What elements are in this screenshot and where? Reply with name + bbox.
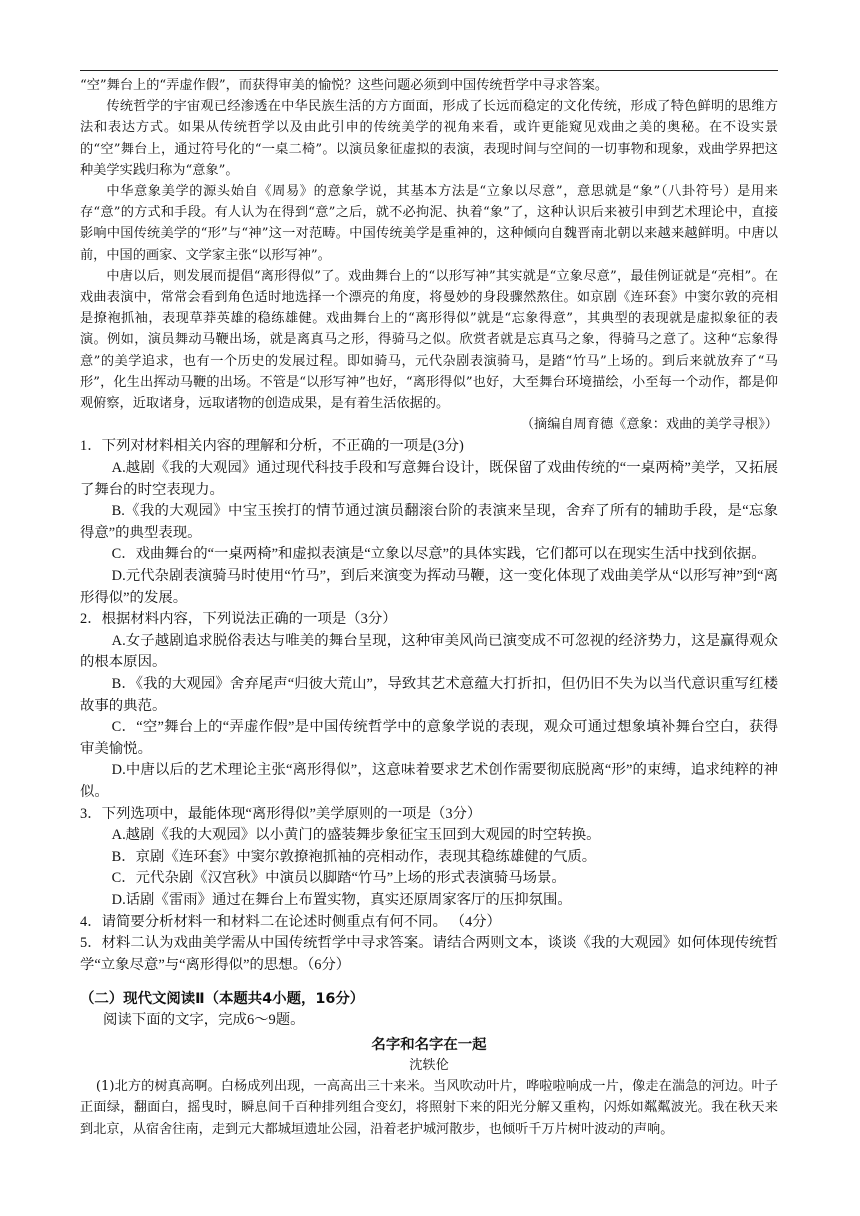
question-2-option-c: C．“空”舞台上的“弄虚作假”是中国传统哲学中的意象学说的表现，观众可通过想象填补舞台空白，获得审美愉悦。 — [80, 719, 778, 757]
question-4: 4．请简要分析材料一和材料二在论述时侧重点有何不同。 （4分） — [80, 913, 501, 930]
question-1-option-c: C．戏曲舞台的“一桌两椅”和虚拟表演是“立象以尽意”的具体实践，它们都可以在现实生活中找到依据。 — [111, 546, 766, 563]
question-1-option-b: B.《我的大观园》中宝玉挨打的情节通过演员翻滚台阶的表演来呈现，舍弃了所有的辅助手段，是“忘象得意”的典型表现。 — [80, 503, 778, 541]
question-1-option-d: D.元代杂剧表演骑马时使用“竹马”，到后来演变为挥动马鞭，这一变化体现了戏曲美学从“以形写神”到“离形得似”的发展。 — [80, 568, 778, 606]
question-2-stem: 2．根据材料内容，下列说法正确的一项是（3分） — [80, 611, 397, 628]
question-3-option-a: A.越剧《我的大观园》以小黄门的盛装舞步象征宝玉回到大观园的时空转换。 — [111, 827, 601, 844]
question-1-option-a: A.越剧《我的大观园》通过现代科技手段和写意舞台设计，既保留了戏曲传统的“一桌两椅”美学，又拓展了舞台的时空表现力。 — [80, 460, 778, 498]
essay-paragraph: (1)北方的树真高啊。白杨成列出现，一高高出三十来米。当风吹动叶片，哗啦啦响成一片，像走在湍急的河边。叶子正面绿，翻面白，摇曳时，瞬息间千百种排列组合变幻，将照射下来的阳光分解又重构，闪烁如粼粼波光。我在秋天来到北京，从宿舍往南，走到元大都城垣遗址公园，沿着老护城河散步，也倾听千万片树叶波动的声响。 — [80, 1078, 778, 1138]
header-rule — [80, 70, 778, 71]
question-3-stem: 3．下列选项中，最能体现“离形得似”美学原则的一项是（3分） — [80, 805, 482, 822]
passage-paragraph: 中唐以后，则发展而提倡“离形得似”了。戏曲舞台上的“以形写神”其实就是“立象尽意”，最佳例证就是“亮相”。在戏曲表演中，常常会看到角色适时地选择一个漂亮的角度，将曼妙的身段骤然熬住。如京剧《连环套》中窦尔敦的亮相是撩袍抓袖，表现草莽英雄的稳练雄健。戏曲舞台上的“离形得似”就是“忘象得意”，其典型的表现就是虚拟象征的表演。例如，演员舞动马鞭出场，就是离真马之形，得骑马之似。欣赏者就是忘真马之象，得骑马之意了。这种“忘象得意”的美学追求，也有一个历史的发展过程。即如骑马，元代杂剧表演骑马，是踏“竹马”上场的。到后来就放弃了“马形”，化生出挥动马鞭的出场。不管是“以形写神”也好，“离形得似”也好，大至舞台环境描绘，小至每一个动作，都是仰观俯察，近取诸身，远取诸物的创造成果，是有着生活依据的。 — [80, 268, 778, 412]
question-2-option-d: D.中唐以后的艺术理论主张“离形得似”，这意味着要求艺术创作需要彻底脱离“形”的束缚，追求纯粹的神似。 — [80, 762, 778, 800]
passage-paragraph: 中华意象美学的源头始自《周易》的意象学说，其基本方法是“立象以尽意”，意思就是“象”（八卦符号）是用来存“意”的方式和手段。有人认为在得到“意”之后，就不必拘泥、执着“象”了，这种认识后来被引申到艺术理论中，直接影响中国传统美学的“形”与“神”这一对范畴。中国传统美学是重神的，这种倾向自魏晋南北朝以来越来越鲜明。中唐以前，中国的画家、文学家主张“以形写神”。 — [80, 184, 778, 263]
question-3-option-d: D.话剧《雷雨》通过在舞台上布置实物，真实还原周家客厅的压抑氛围。 — [111, 891, 572, 908]
question-5: 5．材料二认为戏曲美学需从中国传统哲学中寻求答案。请结合两则文本，谈谈《我的大观园》如何体现传统哲学“立象尽意”与“离形得似”的思想。（6分） — [80, 935, 778, 973]
passage-paragraph: “空”舞台上的“弄虚作假”，而获得审美的愉悦？这些问题必须到中国传统哲学中寻求答案。 — [80, 78, 609, 93]
section-instruction: 阅读下面的文字，完成6～9题。 — [103, 1012, 305, 1029]
question-3-option-c: C．元代杂剧《汉宫秋》中演员以脚踏“竹马”上场的形式表演骑马场景。 — [111, 870, 566, 887]
section-heading: （二）现代文阅读Ⅱ（本题共4小题，16分） — [80, 991, 365, 1008]
passage-source: （摘编自周育德《意象：戏曲的美学寻根》） — [520, 417, 778, 433]
essay-title: 名字和名字在一起 — [371, 1036, 487, 1053]
question-1-stem: 1．下列对材料相关内容的理解和分析，不正确的一项是(3分) — [80, 438, 464, 455]
question-2-option-b: B．《我的大观园》舍弃尾声“归彼大荒山”，导致其艺术意蕴大打折扣，但仍旧不失为以当代意识重写红楼故事的典范。 — [80, 675, 778, 714]
question-2-option-a: A.女子越剧追求脱俗表达与唯美的舞台呈现，这种审美风尚已演变成不可忽视的经济势力，这是赢得观众的根本原因。 — [80, 632, 778, 671]
essay-author: 沈轶伦 — [409, 1057, 449, 1073]
passage-paragraph: 传统哲学的宇宙观已经渗透在中华民族生活的方方面面，形成了长远而稳定的文化传统，形成了特色鲜明的思维方法和表达方式。如果从传统哲学以及由此引申的传统美学的视角来看，或许更能窥见戏曲之美的奥秘。在不设实景的“空”舞台上，通过符号化的“一桌二椅”。以演员象征虚拟的表演，表现时间与空间的一切事物和现象，戏曲学界把这种美学实践归称为“意象”。 — [80, 99, 778, 178]
question-3-option-b: B．京剧《连环套》中窦尔敦撩袍抓袖的亮相动作，表现其稳练雄健的气质。 — [111, 848, 597, 865]
document-page — [80, 70, 778, 1141]
